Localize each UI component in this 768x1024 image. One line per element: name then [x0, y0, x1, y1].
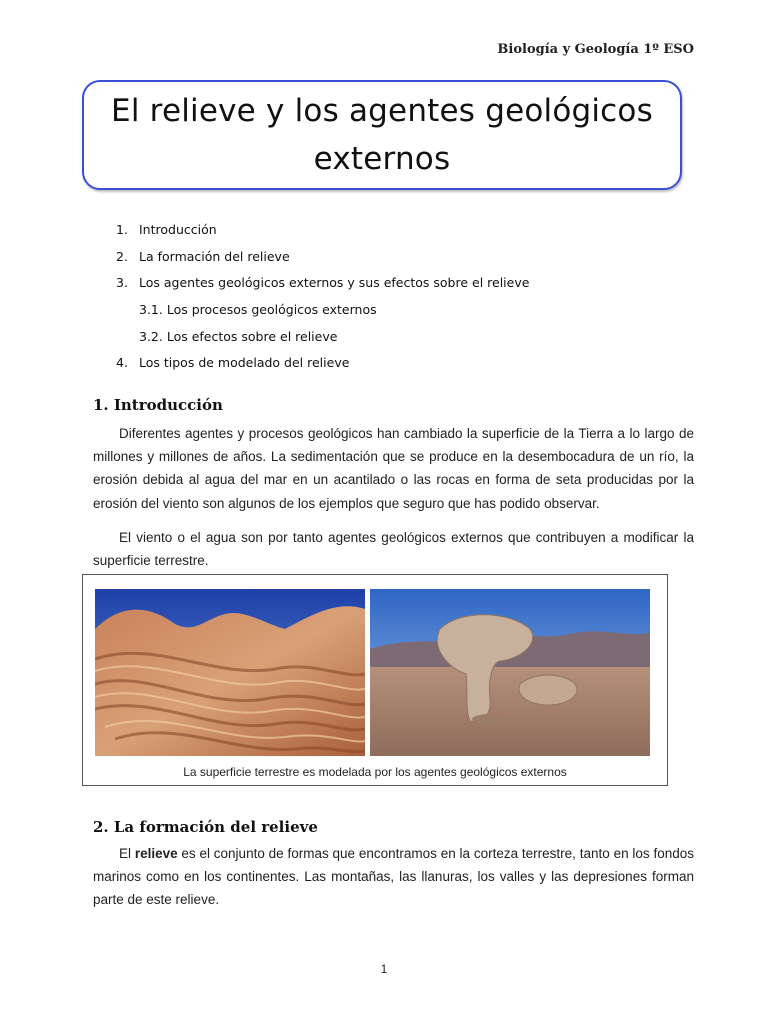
toc-subitem-label: 3.2. Los efectos sobre el relieve — [139, 328, 338, 344]
relieve-term: relieve — [134, 846, 178, 861]
formation-paragraph — [93, 842, 694, 912]
figure-caption: La superficie terrestre es modelada por los agentes geológicos externos — [183, 765, 567, 779]
sandstone-waves-photo — [95, 589, 365, 756]
toc-subitem — [116, 327, 529, 354]
toc-subitem-label: 3.1. Los procesos geológicos externos — [139, 302, 377, 318]
mushroom-rock-photo — [370, 589, 650, 756]
section-heading-introduccion: 1. Introducción — [93, 396, 223, 414]
page-title-line2: externos — [313, 141, 451, 177]
toc-item-number: 2. — [116, 248, 128, 264]
section-heading-formacion: 2. La formación del relieve — [93, 818, 318, 836]
toc-item-number: 4. — [116, 355, 128, 371]
formation-text-start: El — [119, 846, 135, 861]
toc-item-number: 1. — [116, 222, 128, 237]
toc-item — [116, 247, 529, 274]
toc-item-label: Los agentes geológicos externos y sus efectos sobre el relieve — [139, 275, 530, 291]
toc-item — [116, 273, 529, 300]
toc-item-label: La formación del relieve — [139, 248, 290, 264]
header-subject: Biología y Geología 1º ESO — [497, 42, 694, 57]
formation-text-rest: es el conjunto de formas que encontramos en la corteza terrestre, tanto en los fondos marinos como en los continentes. Las montañas, las llanuras, los valles y las depresiones forman parte de este relieve. — [93, 846, 694, 908]
toc-item — [116, 353, 529, 380]
page-title — [111, 87, 653, 183]
toc-subitem — [116, 300, 529, 327]
figure — [82, 574, 668, 786]
toc-item — [116, 220, 529, 247]
intro-paragraph-2: El viento o el agua son por tanto agentes geológicos externos que contribuyen a modificar la superficie terrestre. — [93, 530, 694, 569]
page-title-line1: El relieve y los agentes geológicos — [111, 93, 653, 129]
title-box — [82, 80, 682, 190]
toc-item-label: Los tipos de modelado del relieve — [139, 355, 350, 371]
toc-item-label: Introducción — [139, 222, 217, 237]
intro-paragraph-1: Diferentes agentes y procesos geológicos han cambiado la superficie de la Tierra a lo largo de millones y millones de años. La sedimentación que se produce en la desembocadura de un río, la erosión debida al agua del mar en un acantilado o las rocas en forma de seta producidas por la erosión del viento son algunos de los ejemplos que seguro que has podido observar. — [93, 426, 694, 511]
table-of-contents — [116, 220, 529, 380]
page-number: 1 — [380, 962, 388, 976]
toc-item-number: 3. — [116, 275, 128, 291]
